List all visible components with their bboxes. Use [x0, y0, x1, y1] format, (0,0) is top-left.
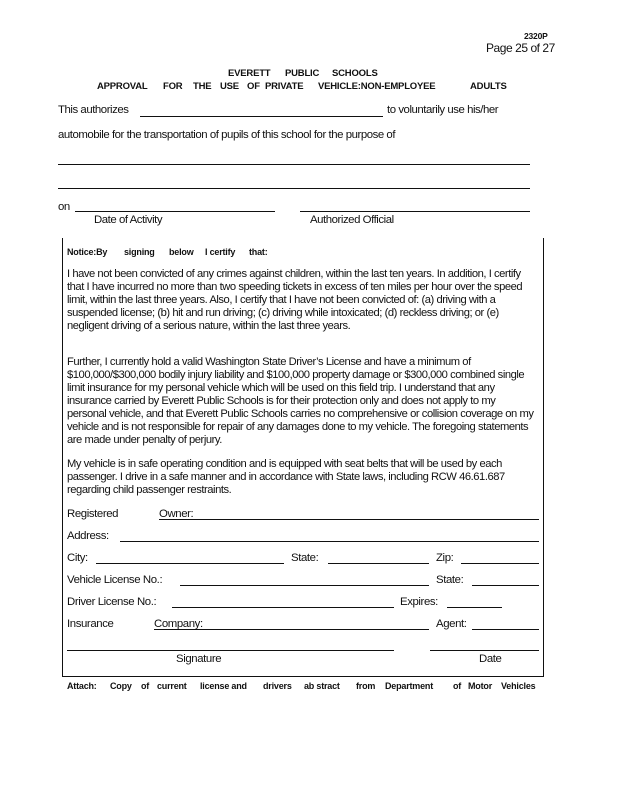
org-word-1: EVERETT [228, 68, 271, 79]
agent-field[interactable] [472, 629, 539, 630]
city-label: City: [67, 552, 88, 564]
attach-word-3: of [141, 681, 150, 691]
insurance-label: Insurance [67, 618, 114, 630]
attach-word-2: Copy [110, 681, 132, 691]
notice-word-2: signing [124, 247, 155, 257]
expires-label: Expires: [400, 596, 438, 608]
authorized-person-line[interactable] [140, 116, 383, 117]
attach-word-4: current [157, 681, 187, 691]
registered-label: Registered [67, 508, 119, 520]
address-label: Address: [67, 530, 109, 542]
purpose-line-1[interactable] [58, 164, 530, 165]
date-of-activity-label: Date of Activity [94, 214, 163, 226]
notice-word-5: that: [249, 247, 268, 257]
title-word-adults: ADULTS [470, 81, 507, 92]
title-word-for: FOR [163, 81, 183, 92]
date-of-activity-line[interactable] [75, 211, 275, 212]
org-word-3: SCHOOLS [332, 68, 378, 79]
attach-word-1: Attach: [67, 681, 97, 691]
zip-field[interactable] [461, 563, 539, 564]
attach-word-8: from [356, 681, 376, 691]
date-label: Date [479, 653, 502, 665]
title-word-use: USE [220, 81, 239, 92]
title-word-vehicle: VEHICLE:NON-EMPLOYEE [318, 81, 436, 92]
title-word-approval: APPROVAL [97, 81, 148, 92]
notice-word-1: Notice:By [67, 247, 108, 257]
purpose-line-2[interactable] [58, 188, 530, 189]
authorized-official-line[interactable] [300, 211, 530, 212]
address-field[interactable] [120, 541, 539, 542]
on-label: on [58, 201, 70, 213]
company-label: Company: [154, 618, 203, 630]
agent-label: Agent: [436, 618, 467, 630]
policy-code: 2320P [524, 31, 548, 41]
state-field[interactable] [328, 563, 429, 564]
notice-word-4: I certify [205, 247, 236, 257]
certification-paragraph-2: Further, I currently hold a valid Washington State Driver’s License and have a minimum of $100,000/$300,000 bodily injury liability and $100,000 property damage or $300,000 combined single limit insurance for my personal vehicle which will be used on this field trip. I understand that any insurance carried by Everett Public Schools is for their protection only and does not apply to my personal vehicle, and that Everett Public Schools carries no comprehensive or collision coverage on my vehicle and is not responsible for repair of any damages done to my vehicle. The foregoing statements are made under penalty of perjury. [67, 356, 534, 446]
driver-license-field[interactable] [172, 607, 394, 608]
owner-field[interactable] [159, 519, 539, 520]
signature-label: Signature [176, 653, 222, 665]
attach-word-7: ab stract [304, 681, 340, 691]
attach-word-6: drivers [263, 681, 292, 691]
to-voluntarily-text: to voluntarily use his/her [387, 104, 499, 116]
city-field[interactable] [96, 563, 284, 564]
automobile-purpose-text: automobile for the transportation of pupils of this school for the purpose of [58, 129, 396, 141]
vehicle-license-field[interactable] [180, 585, 429, 586]
date-line[interactable] [430, 650, 539, 651]
vehicle-state-field[interactable] [472, 585, 539, 586]
certification-paragraph-3: My vehicle is in safe operating condition and is equipped with seat belts that will be used by each passenger. I drive in a safe manner and in accordance with State laws, including RCW 46.61.687 regarding child passenger restraints. [67, 458, 505, 496]
insurance-company-field[interactable] [154, 629, 429, 630]
expires-field[interactable] [447, 607, 502, 608]
title-word-private: PRIVATE [265, 81, 304, 92]
title-word-the: THE [193, 81, 212, 92]
certification-paragraph-1: I have not been convicted of any crimes against children, within the last ten years. In addition, I certify that I have incurred no more than two speeding tickets in excess of ten miles per hour over the speed limit, within the last three years. Also, I certify that I have not been convicted of: (a) driving with a suspended license; (b) hit and run driving; (c) driving while intoxicated; (d) reckless driving; or (e) negligent driving of a serious nature, within the last three years. [67, 268, 523, 332]
zip-label: Zip: [436, 552, 454, 564]
attach-word-10: of [453, 681, 462, 691]
attach-word-5: license and [200, 681, 247, 691]
attach-word-12: Vehicles [501, 681, 536, 691]
driver-license-label: Driver License No.: [67, 596, 157, 608]
owner-label: Owner: [159, 508, 194, 520]
attach-word-9: Department [385, 681, 434, 691]
this-authorizes-label: This authorizes [58, 104, 129, 116]
state-label: State: [291, 552, 319, 564]
authorized-official-label: Authorized Official [310, 214, 394, 226]
org-word-2: PUBLIC [285, 68, 320, 79]
signature-line[interactable] [67, 650, 394, 651]
vehicle-license-label: Vehicle License No.: [67, 574, 163, 586]
notice-word-3: below [169, 247, 194, 257]
title-word-of: OF [247, 81, 260, 92]
vehicle-state-label: State: [436, 574, 464, 586]
attach-word-11: Motor [468, 681, 492, 691]
page-number: Page 25 of 27 [486, 41, 555, 55]
